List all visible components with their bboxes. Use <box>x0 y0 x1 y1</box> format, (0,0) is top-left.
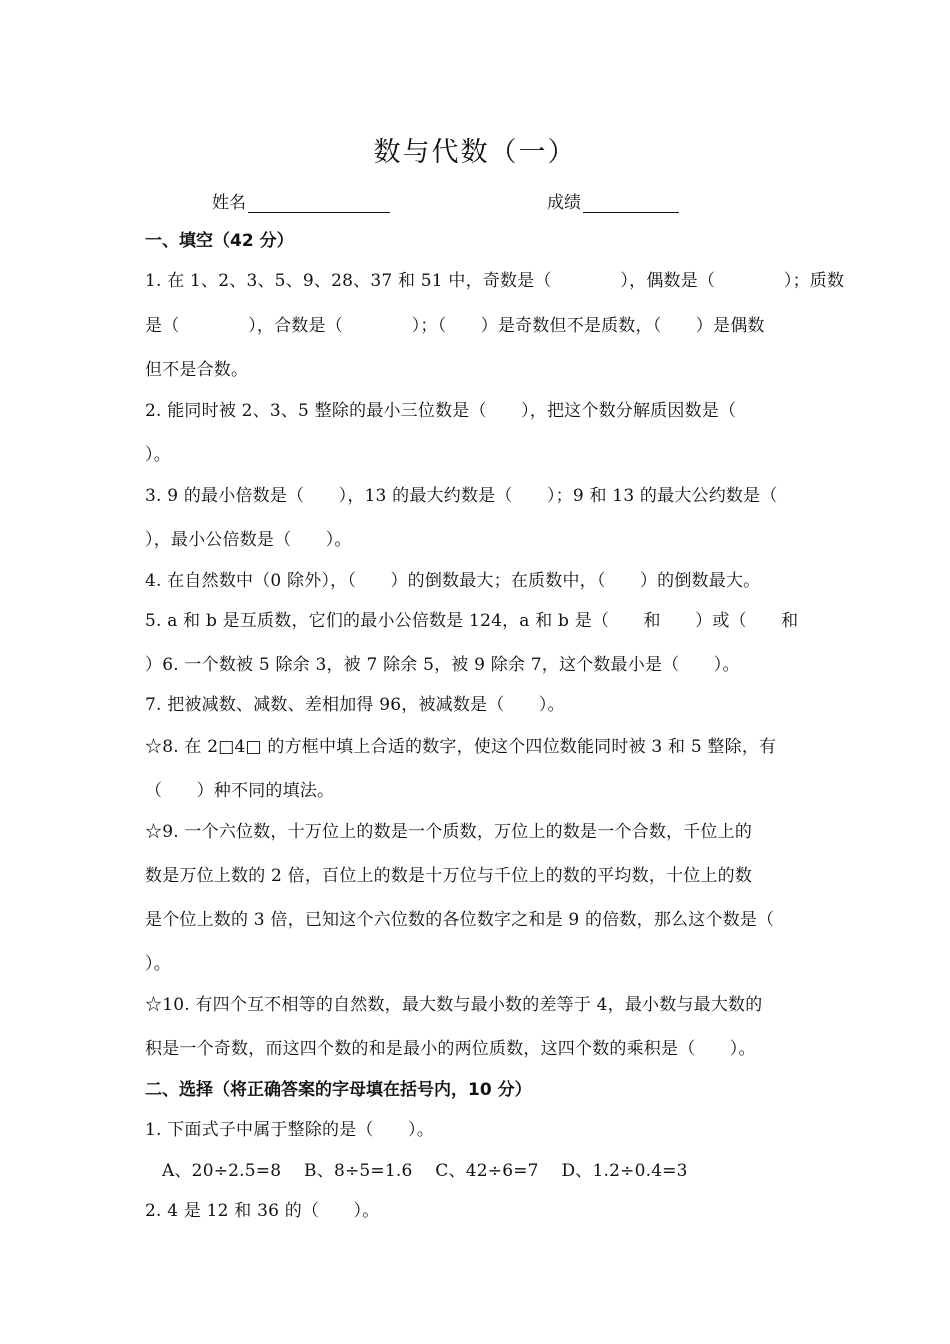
question-line: 4. 在自然数中（0 除外），（ ）的倒数最大；在质数中，（ ）的倒数最大。 <box>145 571 761 591</box>
question-line: 是（ ），合数是（ ）；（ ）是奇数但不是质数，（ ）是偶数 <box>145 316 765 336</box>
score-field <box>547 188 679 213</box>
question-line: ☆10. 有四个互不相等的自然数，最大数与最小数的差等于 4，最小数与最大数的 <box>145 995 763 1015</box>
question-line: ）。 <box>145 954 171 974</box>
question-line: 1. 在 1、2、3、5、9、28、37 和 51 中，奇数是（ ），偶数是（ ）；质数 <box>145 271 845 291</box>
score-blank <box>583 194 679 213</box>
name-blank <box>248 194 390 213</box>
question-line: （ ）种不同的填法。 <box>145 781 335 801</box>
question-line: 是个位上数的 3 倍，已知这个六位数的各位数字之和是 9 的倍数，那么这个数是（ <box>145 910 775 930</box>
question-line: 3. 9 的最小倍数是（ ），13 的最大约数是（ ）；9 和 13 的最大公约数是（ <box>145 486 778 506</box>
answer-options: A、20÷2.5=8 B、8÷5=1.6 C、42÷6=7 D、1.2÷0.4=3 <box>162 1161 688 1181</box>
page-title: 数与代数（一） <box>373 137 577 168</box>
question-line: ），最小公倍数是（ ）。 <box>145 530 352 550</box>
question-line: 7. 把被减数、减数、差相加得 96，被减数是（ ）。 <box>145 695 565 715</box>
section-heading-fill-in: 一、填空（42 分） <box>145 231 294 251</box>
question-line: 积是一个奇数，而这四个数的和是最小的两位质数，这四个数的乘积是（ ）。 <box>145 1039 756 1059</box>
question-line: ☆8. 在 2□4□ 的方框中填上合适的数字，使这个四位数能同时被 3 和 5 整除，有 <box>145 737 777 757</box>
question-line: ☆9. 一个六位数，十万位上的数是一个质数，万位上的数是一个合数，千位上的 <box>145 822 753 842</box>
name-field <box>212 188 390 213</box>
name-label: 姓名 <box>212 193 246 213</box>
question-line: 2. 能同时被 2、3、5 整除的最小三位数是（ ），把这个数分解质因数是（ <box>145 401 737 421</box>
section-heading-choice: 二、选择（将正确答案的字母填在括号内，10 分） <box>145 1080 532 1100</box>
question-line: 但不是合数。 <box>145 360 249 380</box>
question-line: 1. 下面式子中属于整除的是（ ）。 <box>145 1120 434 1140</box>
question-line: ）6. 一个数被 5 除余 3，被 7 除余 5，被 9 除余 7，这个数最小是（ ）。 <box>145 655 740 675</box>
question-line: 数是万位上数的 2 倍，百位上的数是十万位与千位上的数的平均数，十位上的数 <box>145 866 753 886</box>
question-line: 5. a 和 b 是互质数，它们的最小公倍数是 124，a 和 b 是（ 和 ）或（ 和 <box>145 611 799 631</box>
question-line: 2. 4 是 12 和 36 的（ ）。 <box>145 1201 380 1221</box>
score-label: 成绩 <box>547 193 581 213</box>
question-line: ）。 <box>145 445 171 465</box>
